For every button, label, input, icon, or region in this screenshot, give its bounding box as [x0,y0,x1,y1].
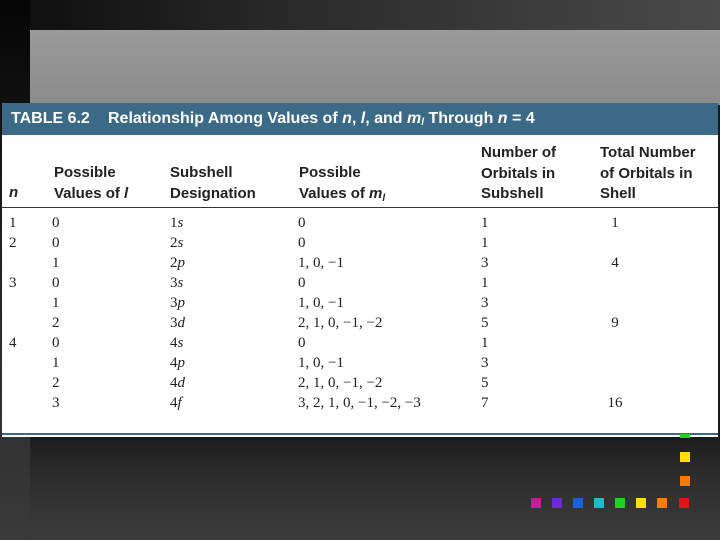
cell-orbitals: 5 [481,315,489,331]
table-title: Relationship Among Values of n, l, and $m_l$ Through n = 4 [108,110,535,128]
header-subshell: Subshell Designation [170,164,256,202]
cell-subshell [170,333,183,353]
cell-n: 3 [9,275,17,291]
cell-orbitals: 3 [481,295,489,311]
cell-ml: 2, 1, 0, −1, −2 [298,375,383,391]
cell-l: 0 [52,275,60,291]
decor-square [636,498,646,508]
cell-subshell [170,293,185,313]
table-panel [2,103,718,437]
cell-n: 4 [9,335,17,351]
cell-orbitals: 3 [481,255,489,271]
cell-total: 1 [611,215,619,231]
cell-subshell [170,233,183,253]
cell-orbitals: 1 [481,275,489,291]
cell-orbitals: 1 [481,235,489,251]
header-n: n [9,184,19,201]
subshell-letter: s [177,215,184,231]
cell-ml: 0 [298,275,306,291]
cell-orbitals: 7 [481,395,489,411]
cell-l: 1 [52,355,60,371]
decor-square [573,498,583,508]
cell-ml: 1, 0, −1 [298,295,344,311]
cell-total: 9 [611,315,619,331]
cell-l: 2 [52,315,60,331]
decor-square [552,498,562,508]
decor-square [594,498,604,508]
subshell-letter: p [177,255,185,271]
cell-ml: 1, 0, −1 [298,255,344,271]
cell-l: 0 [52,335,60,351]
table-number: TABLE 6.2 [11,110,90,127]
table-row [2,213,718,233]
cell-l: 0 [52,215,60,231]
cell-ml: 2, 1, 0, −1, −2 [298,315,383,331]
subshell-letter: s [177,235,184,251]
table-title-bar [2,103,718,135]
bottom-band [30,440,720,540]
table-row [2,313,718,333]
cell-orbitals: 3 [481,355,489,371]
cell-l: 1 [52,255,60,271]
cell-subshell [170,313,185,333]
header-total-orbitals: Total Number of Orbitals in Shell [600,144,696,202]
header-possible-ml: Possible Values of $m_l$ [299,164,386,204]
subshell-number: 1 [170,215,178,231]
cell-subshell [170,373,185,393]
cell-total: 4 [611,255,619,271]
subshell-number: 3 [170,295,178,311]
subshell-number: 3 [170,315,178,331]
subshell-number: 4 [170,355,178,371]
subshell-letter: d [177,375,185,391]
cell-ml: 3, 2, 1, 0, −1, −2, −3 [298,395,421,411]
cell-ml: 0 [298,215,306,231]
decor-square [680,452,690,462]
table-row [2,333,718,353]
cell-orbitals: 1 [481,335,489,351]
cell-subshell [170,273,183,293]
table-row [2,253,718,273]
cell-total: 16 [607,395,623,411]
subshell-number: 4 [170,395,178,411]
table-row [2,273,718,293]
decor-square [680,434,690,438]
top-band [0,0,720,30]
cell-subshell [170,253,185,273]
decor-square [679,498,689,508]
subshell-letter: d [177,315,185,331]
cell-orbitals: 5 [481,375,489,391]
subshell-letter: p [177,355,185,371]
header-possible-l: Possible Values of l [54,164,129,202]
cell-n: 2 [9,235,17,251]
cell-l: 2 [52,375,60,391]
decor-square [657,498,667,508]
cell-subshell [170,353,185,373]
subshell-number: 2 [170,235,178,251]
cell-l: 0 [52,235,60,251]
table-row [2,393,718,413]
subshell-number: 2 [170,255,178,271]
cell-ml: 0 [298,235,306,251]
cell-n: 1 [9,215,17,231]
subshell-letter: s [177,335,184,351]
decor-square [615,498,625,508]
cell-ml: 0 [298,335,306,351]
cell-subshell [170,393,182,413]
table-row [2,233,718,253]
subshell-number: 4 [170,375,178,391]
bottom-rule [2,433,718,435]
gray-header-block [30,30,720,105]
subshell-number: 3 [170,275,178,291]
cell-subshell [170,213,183,233]
cell-ml: 1, 0, −1 [298,355,344,371]
table-row [2,293,718,313]
header-rule [2,207,718,208]
decor-square [680,476,690,486]
cell-l: 1 [52,295,60,311]
cell-l: 3 [52,395,60,411]
subshell-letter: p [177,295,185,311]
cell-orbitals: 1 [481,215,489,231]
table-row [2,353,718,373]
header-orbitals-subshell: Number of Orbitals in Subshell [481,144,556,202]
subshell-letter: s [177,275,184,291]
table-row [2,373,718,393]
decor-square [531,498,541,508]
subshell-letter: f [177,395,182,411]
subshell-number: 4 [170,335,178,351]
